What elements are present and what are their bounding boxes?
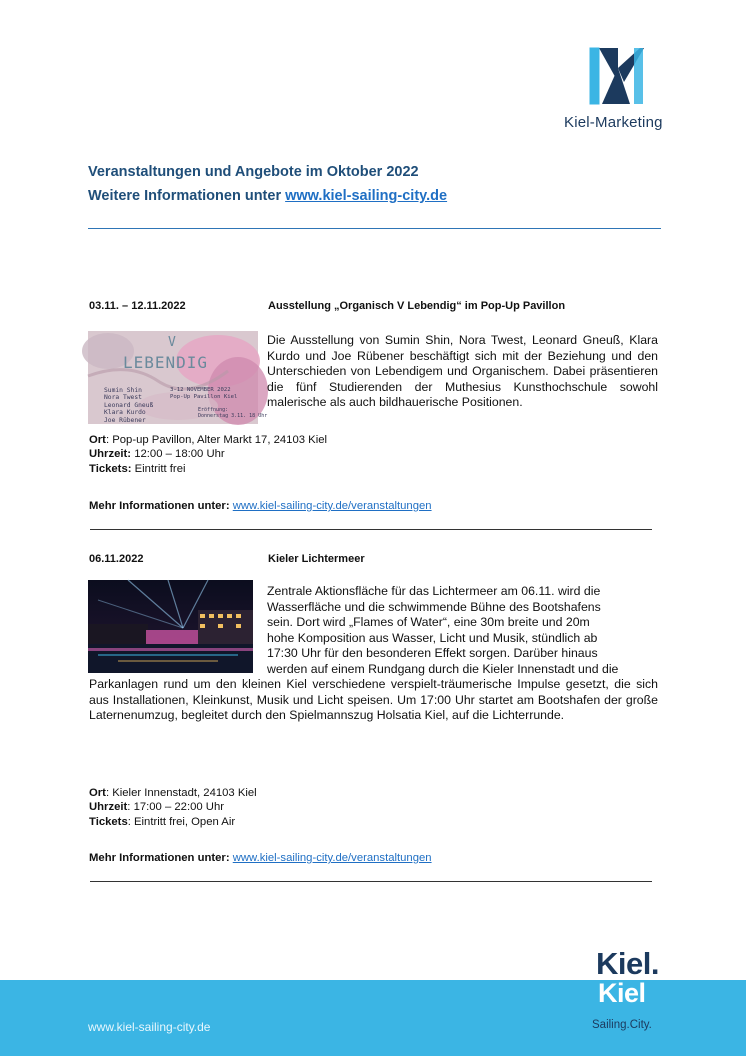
event-1-title: Ausstellung „Organisch V Lebendig“ im Pop-Up Pavillon [268,300,566,312]
poster-v: V [168,335,176,350]
event-1-date: 03.11. – 12.11.2022 [89,300,186,312]
kiel-marketing-logo-mark [588,46,646,106]
event-2-line: Zentrale Aktionsfläche für das Lichtermeer am 06.11. wird die [267,584,601,598]
event-2-tickets: Tickets: Eintritt frei, Open Air [89,815,236,828]
event-2-line: 17:30 Uhr für den besonderen Effekt sorgen. Darüber hinaus [267,646,598,660]
event-1-tickets: Tickets: Eintritt frei [89,462,186,475]
event-2-line: Wasserfläche und die schwimmende Bühne des Bootshafens [267,599,601,614]
poster-name: Leonard Gneuß [104,401,154,409]
event-2-title: Kieler Lichtermeer [268,553,365,565]
event-1-time: Uhrzeit: 12:00 – 18:00 Uhr [89,448,225,461]
event-1-divider [90,529,652,530]
event-1-info [89,433,327,476]
footer-url[interactable]: www.kiel-sailing-city.de [88,1020,211,1034]
event-1-more-info: Mehr Informationen unter: www.kiel-sailing-city.de/veranstaltungen [89,500,432,512]
event-1-more-link[interactable]: www.kiel-sailing-city.de/veranstaltungen [232,500,432,512]
event-1-poster-image [88,331,268,424]
event-2-time: Uhrzeit: 17:00 – 22:00 Uhr [89,801,225,814]
poster-date: 3-12 NOVEMBER 2022 [170,387,231,393]
kiel-brand-top: Kiel. [596,946,659,981]
event-2-lichtermeer-photo [88,580,253,673]
event-2-divider [90,881,652,882]
kiel-tagline: Sailing.City. [592,1019,652,1031]
event-2-description-top [267,584,658,677]
poster-name: Sumin Shin [104,387,142,394]
poster-name: Joe Rübener [104,416,146,424]
event-2-description-rest: Parkanlagen rund um den kleinen Kiel verschiedene verspielt-träumerische Impulse gesetzt, die sich aus Installationen, Kleinkunst, Musik und Licht speisen. Um 17:00 Uhr startet am Bootshafen der große Laternenumzug, begleitet durch den Spielmannszug Holsatia Kiel, auf die Lichterrunde. [89,677,658,722]
title-divider [88,228,661,229]
event-2-line: werden auf einem Rundgang durch die Kieler Innenstadt und die [267,661,619,676]
event-2-more-link[interactable]: www.kiel-sailing-city.de/veranstaltungen [232,852,432,864]
poster-name: Nora Twest [104,394,142,402]
kiel-brand-bottom: Kiel [598,978,646,1008]
poster-note: Eröffnung: [198,407,229,413]
event-1-description: Die Ausstellung von Sumin Shin, Nora Twest, Leonard Gneuß, Klara Kurdo und Joe Rübener beschäftigt sich mit der Beziehung und den Unterschieden von Lebendigem und Organischem. Dabei präsentieren die fünf Studierenden der Muthesius Kunsthochschule sowohl malerische als auch bildhauerische Positionen. [267,333,658,409]
subtitle-prefix: Weitere Informationen unter [88,188,286,204]
event-2-line: sein. Dort wird „Flames of Water“, eine 30m breite und 20m [267,615,590,629]
subtitle-link[interactable]: www.kiel-sailing-city.de [285,188,448,204]
event-2-more-info: Mehr Informationen unter: www.kiel-sailing-city.de/veranstaltungen [89,852,432,864]
poster-note: Donnerstag 3.11. 18 Uhr [198,413,268,419]
page-title: Veranstaltungen und Angebote im Oktober 2022 [88,164,419,180]
event-2-date: 06.11.2022 [89,553,144,565]
poster-place: Pop-Up Pavillon Kiel [170,393,238,400]
poster-name: Klara Kurdo [104,409,146,417]
event-2-line: hohe Komposition aus Wasser, Licht und Musik, stündlich ab [267,630,598,645]
event-1-location: Ort: Pop-up Pavillon, Alter Markt 17, 24103 Kiel [89,434,327,446]
poster-headline: LEBENDIG [123,353,209,372]
event-2-location: Ort: Kieler Innenstadt, 24103 Kiel [89,787,257,799]
k-logo-icon [588,46,646,106]
page-subtitle [88,188,688,204]
event-2-info [89,786,257,829]
kiel-marketing-logo-text: Kiel-Marketing [564,114,663,131]
